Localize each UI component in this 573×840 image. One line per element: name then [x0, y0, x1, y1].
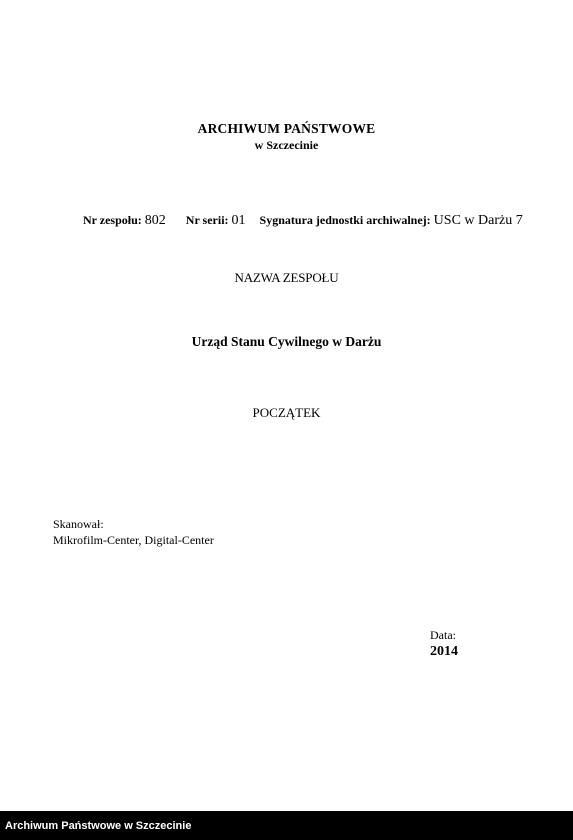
fonds-name-label: NAZWA ZESPOŁU [234, 270, 339, 285]
date-value: 2014 [430, 644, 458, 659]
section-label: POCZĄTEK [252, 405, 321, 420]
fonds-number-value: 802 [144, 213, 166, 228]
scanned-by-value: Mikrofilm-Center, Digital-Center [53, 533, 214, 547]
series-number-value: 01 [231, 213, 246, 228]
date-label: Data: [430, 628, 456, 642]
scanned-by-label: Skanował: [53, 517, 104, 531]
series-number-label: Nr serii: [185, 213, 229, 227]
archive-city: w Szczecinie [254, 138, 319, 152]
fonds-name: Urząd Stanu Cywilnego w Darżu [191, 334, 382, 349]
footer-archive-name: Archiwum Państwowe w Szczecinie [5, 820, 192, 832]
signature-value: USC w Darżu 7 [433, 213, 523, 228]
signature-label: Sygnatura jednostki archiwalnej: [259, 213, 431, 227]
identifiers-row [83, 213, 523, 229]
archive-title: ARCHIWUM PAŃSTWOWE [197, 121, 376, 136]
footer-bar [0, 811, 573, 840]
fonds-number-label: Nr zespołu: [83, 213, 142, 227]
